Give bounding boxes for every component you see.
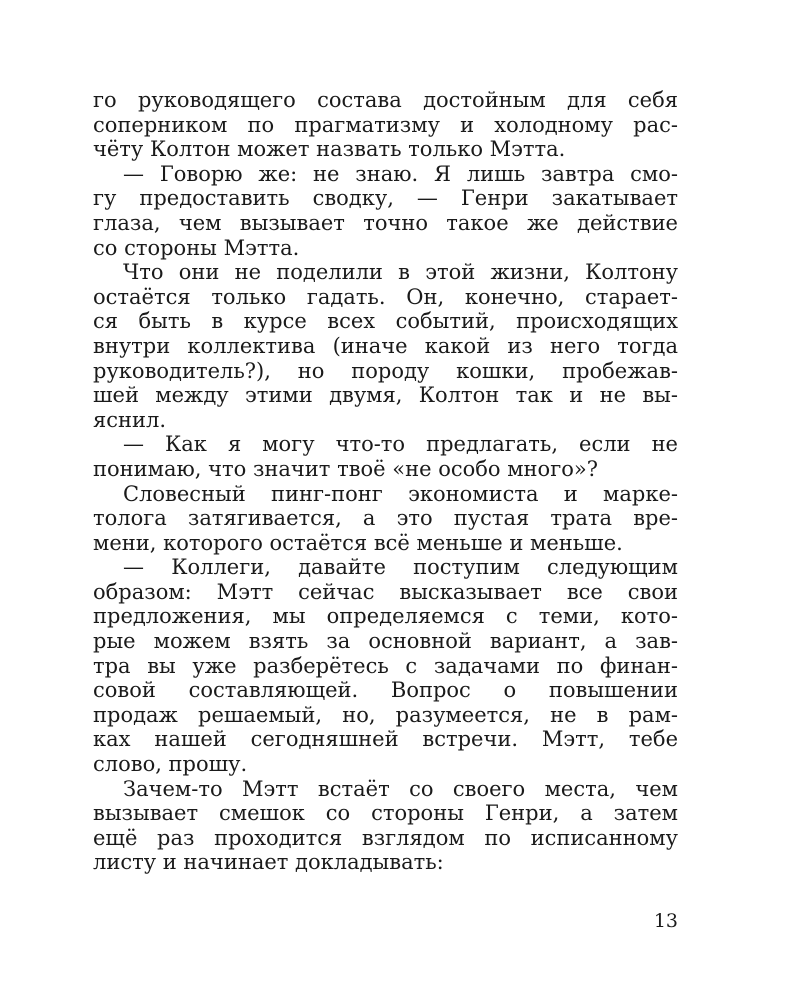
text-line: остаётся только гадать. Он, конечно, старает- [93,284,678,309]
text-line: — Говорю же: не знаю. Я лишь завтра смо- [123,161,678,186]
text-line: листу и начинает докладывать: [93,850,444,875]
text-line: слово, прошу. [93,752,248,777]
text-line: Зачем-то Мэтт встаёт со своего места, чем [123,776,678,801]
text-line: толога затягивается, а это пустая трата вре- [93,506,678,531]
text-line: гу предоставить сводку, — Генри закатывает [93,186,678,211]
text-line: образом: Мэтт сейчас высказывает все свои [93,579,678,604]
text-line: чёту Колтон может назвать только Мэтта. [93,137,566,162]
page-number: 13 [653,910,678,932]
text-line: внутри коллектива (иначе какой из него тогда [93,333,678,358]
text-line: понимаю, что значит твоё «не особо много»? [93,456,598,481]
text-line: глаза, чем вызывает точно такое же действие [93,210,678,235]
text-line: ещё раз проходится взглядом по исписанному [93,825,678,850]
text-line: — Коллеги, давайте поступим следующим [123,555,678,580]
text-line: вызывает смешок со стороны Генри, а затем [93,801,678,826]
text-line: предложения, мы определяемся с теми, кото- [93,604,678,629]
text-line: шей между этими двумя, Колтон так и не вы- [93,383,678,408]
text-line: соперником по прагматизму и холодному рас- [93,112,678,137]
text-line: со стороны Мэтта. [93,235,300,260]
text-line: яснил. [93,407,167,432]
text-line: Словесный пинг-понг экономиста и марке- [123,481,678,506]
text-line: — Как я могу что-то предлагать, если не [123,432,678,457]
text-line: тра вы уже разберётесь с задачами по финан- [93,653,678,678]
text-line: продаж решаемый, но, разумеется, не в рам- [93,702,678,727]
body-text [93,88,678,875]
text-line: Что они не поделили в этой жизни, Колтону [123,260,678,285]
text-line: совой составляющей. Вопрос о повышении [93,678,678,703]
text-line: го руководящего состава достойным для себя [93,88,678,112]
text-line: ках нашей сегодняшней встречи. Мэтт, тебе [93,727,678,752]
text-line: рые можем взять за основной вариант, а зав- [93,629,678,654]
text-line: ся быть в курсе всех событий, происходящих [93,309,678,334]
text-line: мени, которого остаётся всё меньше и меньше. [93,530,623,555]
text-line: руководитель?), но породу кошки, пробежав- [93,358,678,383]
